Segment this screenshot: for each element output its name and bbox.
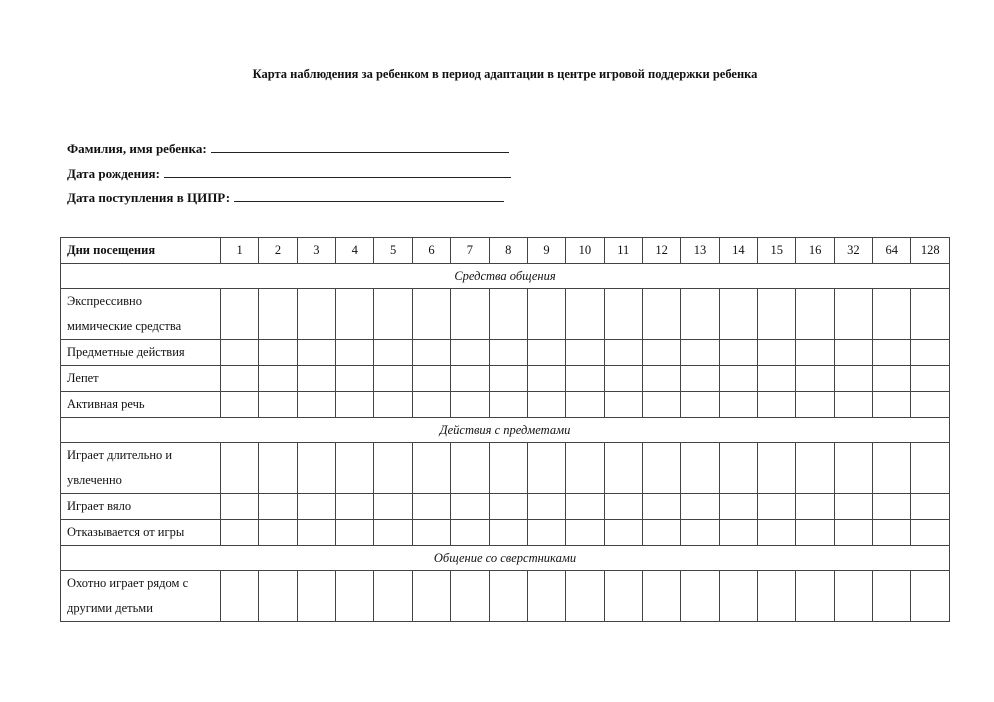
observation-cell[interactable]: [374, 289, 412, 340]
observation-cell[interactable]: [873, 340, 911, 366]
observation-cell[interactable]: [873, 494, 911, 520]
day-column-header: 64: [873, 238, 911, 264]
observation-cell[interactable]: [451, 443, 489, 494]
admission-date-field: [67, 190, 504, 206]
observation-cell[interactable]: [604, 289, 642, 340]
observation-cell[interactable]: [259, 392, 297, 418]
observation-cell[interactable]: [412, 340, 450, 366]
day-column-header: 7: [451, 238, 489, 264]
observation-cell[interactable]: [489, 443, 527, 494]
observation-cell[interactable]: [796, 392, 834, 418]
observation-cell[interactable]: [374, 366, 412, 392]
observation-cell[interactable]: [834, 571, 872, 622]
observation-cell[interactable]: [911, 289, 950, 340]
row-label: [61, 571, 221, 622]
child-name-field: [67, 141, 509, 157]
observation-cell[interactable]: [527, 392, 565, 418]
observation-cell[interactable]: [297, 289, 335, 340]
observation-cell[interactable]: [681, 494, 719, 520]
observation-cell[interactable]: [873, 366, 911, 392]
observation-cell[interactable]: [336, 443, 374, 494]
observation-cell[interactable]: [297, 443, 335, 494]
table-row: [61, 366, 950, 392]
observation-cell[interactable]: [834, 366, 872, 392]
observation-cell[interactable]: [834, 289, 872, 340]
observation-cell[interactable]: [451, 289, 489, 340]
observation-cell[interactable]: [719, 392, 757, 418]
day-column-header: 9: [527, 238, 565, 264]
observation-cell[interactable]: [911, 494, 950, 520]
observation-cell[interactable]: [834, 340, 872, 366]
row-label-line: Экспрессивно: [67, 294, 142, 308]
observation-cell[interactable]: [911, 571, 950, 622]
row-label: [61, 443, 221, 494]
observation-cell[interactable]: [297, 494, 335, 520]
row-label-line: Лепет: [67, 371, 99, 385]
row-label-line: Активная речь: [67, 397, 145, 411]
day-column-header: 8: [489, 238, 527, 264]
section-row: [61, 418, 950, 443]
admission-date-blank-line[interactable]: [234, 190, 504, 202]
observation-cell[interactable]: [604, 520, 642, 546]
day-column-header: 2: [259, 238, 297, 264]
observation-cell[interactable]: [681, 340, 719, 366]
observation-cell[interactable]: [412, 289, 450, 340]
observation-cell[interactable]: [604, 571, 642, 622]
row-label: [61, 366, 221, 392]
observation-cell[interactable]: [642, 340, 680, 366]
observation-cell[interactable]: [489, 392, 527, 418]
observation-cell[interactable]: [719, 289, 757, 340]
row-label-line: Играет вяло: [67, 499, 132, 513]
row-label: [61, 520, 221, 546]
observation-cell[interactable]: [796, 571, 834, 622]
observation-cell[interactable]: [642, 520, 680, 546]
observation-cell[interactable]: [374, 392, 412, 418]
observation-cell[interactable]: [834, 520, 872, 546]
observation-cell[interactable]: [489, 494, 527, 520]
table-row: [61, 520, 950, 546]
observation-cell[interactable]: [297, 571, 335, 622]
table-row: [61, 443, 950, 494]
observation-cell[interactable]: [681, 520, 719, 546]
observation-cell[interactable]: [412, 392, 450, 418]
observation-cell[interactable]: [297, 340, 335, 366]
day-column-header: 5: [374, 238, 412, 264]
row-label: [61, 392, 221, 418]
observation-cell[interactable]: [758, 366, 796, 392]
observation-cell[interactable]: [412, 366, 450, 392]
observation-cell[interactable]: [911, 366, 950, 392]
table-row: [61, 289, 950, 340]
day-column-header: 6: [412, 238, 450, 264]
observation-cell[interactable]: [374, 571, 412, 622]
observation-cell[interactable]: [566, 289, 604, 340]
observation-cell[interactable]: [221, 520, 259, 546]
row-label-line: Предметные действия: [67, 345, 185, 359]
child-name-blank-line[interactable]: [211, 141, 509, 153]
row-label-line: Отказывается от игры: [67, 525, 185, 539]
observation-cell[interactable]: [642, 392, 680, 418]
section-row: [61, 546, 950, 571]
observation-cell[interactable]: [681, 366, 719, 392]
observation-cell[interactable]: [566, 366, 604, 392]
observation-cell[interactable]: [566, 520, 604, 546]
observation-cell[interactable]: [297, 392, 335, 418]
observation-cell[interactable]: [796, 289, 834, 340]
observation-cell[interactable]: [336, 289, 374, 340]
observation-cell[interactable]: [604, 392, 642, 418]
admission-date-label: Дата поступления в ЦИПР:: [67, 190, 231, 205]
observation-cell[interactable]: [758, 520, 796, 546]
row-label: [61, 340, 221, 366]
observation-cell[interactable]: [796, 366, 834, 392]
table-row: [61, 571, 950, 622]
observation-cell[interactable]: [796, 443, 834, 494]
day-column-header: 3: [297, 238, 335, 264]
observation-cell[interactable]: [297, 366, 335, 392]
day-column-header: 13: [681, 238, 719, 264]
observation-cell[interactable]: [834, 392, 872, 418]
observation-cell[interactable]: [221, 494, 259, 520]
observation-cell[interactable]: [221, 289, 259, 340]
row-label-line: другими детьми: [67, 601, 153, 615]
observation-cell[interactable]: [412, 571, 450, 622]
observation-cell[interactable]: [451, 520, 489, 546]
observation-cell[interactable]: [259, 340, 297, 366]
observation-cell[interactable]: [259, 289, 297, 340]
observation-cell[interactable]: [489, 366, 527, 392]
observation-cell[interactable]: [336, 366, 374, 392]
observation-cell[interactable]: [911, 443, 950, 494]
observation-cell[interactable]: [604, 494, 642, 520]
birth-date-field: [67, 166, 511, 182]
row-label-line: мимические средства: [67, 319, 182, 333]
observation-cell[interactable]: [911, 392, 950, 418]
observation-cell[interactable]: [451, 366, 489, 392]
observation-cell[interactable]: [527, 340, 565, 366]
observation-cell[interactable]: [834, 443, 872, 494]
observation-cell[interactable]: [527, 520, 565, 546]
observation-cell[interactable]: [758, 340, 796, 366]
observation-cell[interactable]: [758, 443, 796, 494]
observation-cell[interactable]: [681, 571, 719, 622]
birth-date-blank-line[interactable]: [164, 166, 511, 178]
day-column-header: 4: [336, 238, 374, 264]
observation-cell[interactable]: [527, 289, 565, 340]
observation-cell[interactable]: [374, 443, 412, 494]
observation-cell[interactable]: [451, 392, 489, 418]
observation-cell[interactable]: [259, 366, 297, 392]
observation-cell[interactable]: [221, 392, 259, 418]
observation-cell[interactable]: [221, 366, 259, 392]
observation-cell[interactable]: [297, 520, 335, 546]
observation-cell[interactable]: [758, 571, 796, 622]
observation-cell[interactable]: [911, 520, 950, 546]
observation-cell[interactable]: [834, 494, 872, 520]
section-title: Средства общения: [61, 264, 950, 289]
observation-cell[interactable]: [873, 289, 911, 340]
observation-cell[interactable]: [374, 520, 412, 546]
observation-cell[interactable]: [336, 520, 374, 546]
observation-cell[interactable]: [336, 392, 374, 418]
observation-cell[interactable]: [642, 289, 680, 340]
observation-cell[interactable]: [758, 494, 796, 520]
observation-cell[interactable]: [336, 340, 374, 366]
observation-cell[interactable]: [719, 571, 757, 622]
observation-table: [60, 237, 950, 622]
observation-cell[interactable]: [642, 443, 680, 494]
observation-cell[interactable]: [796, 520, 834, 546]
day-column-header: 10: [566, 238, 604, 264]
table-row: [61, 340, 950, 366]
observation-cell[interactable]: [412, 520, 450, 546]
observation-cell[interactable]: [221, 571, 259, 622]
row-label-line: Охотно играет рядом с: [67, 576, 189, 590]
observation-cell[interactable]: [412, 443, 450, 494]
observation-cell[interactable]: [221, 443, 259, 494]
table-row: [61, 494, 950, 520]
day-column-header: 12: [642, 238, 680, 264]
observation-cell[interactable]: [681, 443, 719, 494]
observation-cell[interactable]: [642, 366, 680, 392]
section-title: Общение со сверстниками: [61, 546, 950, 571]
observation-cell[interactable]: [719, 340, 757, 366]
observation-cell[interactable]: [911, 340, 950, 366]
observation-cell[interactable]: [873, 443, 911, 494]
child-name-label: Фамилия, имя ребенка:: [67, 141, 207, 156]
observation-cell[interactable]: [604, 340, 642, 366]
document-title: Карта наблюдения за ребенком в период адаптации в центре игровой поддержки ребенка: [252, 67, 758, 81]
observation-cell[interactable]: [489, 520, 527, 546]
observation-cell[interactable]: [796, 340, 834, 366]
observation-cell[interactable]: [527, 571, 565, 622]
day-column-header: 14: [719, 238, 757, 264]
observation-cell[interactable]: [681, 289, 719, 340]
observation-cell[interactable]: [451, 571, 489, 622]
section-row: [61, 264, 950, 289]
observation-cell[interactable]: [642, 494, 680, 520]
day-column-header: 15: [758, 238, 796, 264]
observation-cell[interactable]: [489, 289, 527, 340]
observation-cell[interactable]: [489, 571, 527, 622]
day-column-header: 128: [911, 238, 950, 264]
observation-cell[interactable]: [566, 443, 604, 494]
observation-cell[interactable]: [451, 494, 489, 520]
row-label: [61, 289, 221, 340]
observation-cell[interactable]: [566, 392, 604, 418]
observation-cell[interactable]: [412, 494, 450, 520]
row-label: [61, 494, 221, 520]
observation-cell[interactable]: [758, 392, 796, 418]
observation-cell[interactable]: [681, 392, 719, 418]
observation-cell[interactable]: [566, 340, 604, 366]
observation-cell[interactable]: [873, 520, 911, 546]
day-column-header: 32: [834, 238, 872, 264]
observation-cell[interactable]: [527, 494, 565, 520]
visit-days-header: Дни посещения: [61, 238, 221, 264]
day-column-header: 11: [604, 238, 642, 264]
row-label-line: увлеченно: [67, 473, 122, 487]
observation-cell[interactable]: [336, 571, 374, 622]
observation-cell[interactable]: [604, 366, 642, 392]
day-column-header: 1: [221, 238, 259, 264]
observation-cell[interactable]: [259, 443, 297, 494]
row-label-line: Играет длительно и: [67, 448, 173, 462]
observation-cell[interactable]: [527, 366, 565, 392]
observation-cell[interactable]: [873, 392, 911, 418]
observation-cell[interactable]: [374, 494, 412, 520]
observation-cell[interactable]: [374, 340, 412, 366]
observation-cell[interactable]: [259, 520, 297, 546]
observation-cell[interactable]: [758, 289, 796, 340]
day-column-header: 16: [796, 238, 834, 264]
observation-cell[interactable]: [719, 443, 757, 494]
observation-cell[interactable]: [719, 494, 757, 520]
observation-cell[interactable]: [566, 494, 604, 520]
observation-cell[interactable]: [796, 494, 834, 520]
observation-cell[interactable]: [566, 571, 604, 622]
birth-date-label: Дата рождения:: [67, 166, 160, 181]
observation-cell[interactable]: [489, 340, 527, 366]
observation-cell[interactable]: [642, 571, 680, 622]
table-row: [61, 392, 950, 418]
observation-cell[interactable]: [873, 571, 911, 622]
observation-cell[interactable]: [336, 494, 374, 520]
observation-cell[interactable]: [451, 340, 489, 366]
table-header-row: [61, 238, 950, 264]
observation-cell[interactable]: [259, 494, 297, 520]
section-title: Действия с предметами: [61, 418, 950, 443]
observation-cell[interactable]: [221, 340, 259, 366]
observation-cell[interactable]: [604, 443, 642, 494]
observation-cell[interactable]: [719, 366, 757, 392]
observation-cell[interactable]: [259, 571, 297, 622]
observation-cell[interactable]: [527, 443, 565, 494]
observation-cell[interactable]: [719, 520, 757, 546]
